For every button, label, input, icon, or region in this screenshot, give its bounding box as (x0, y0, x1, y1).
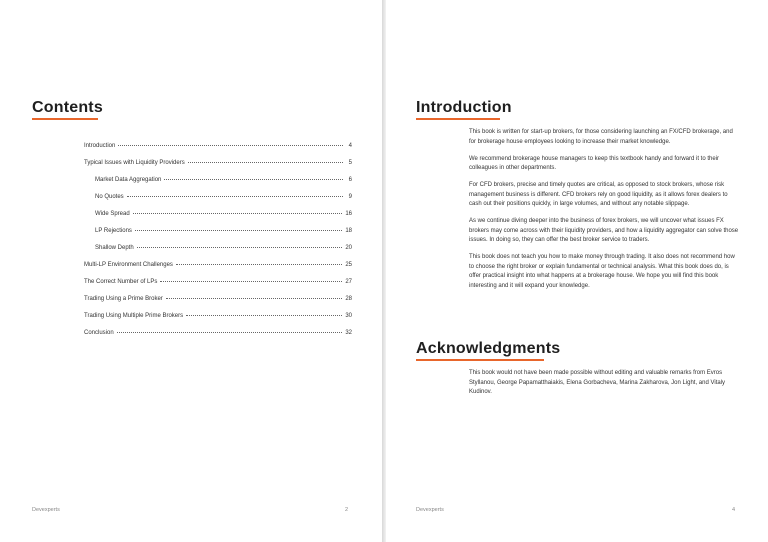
table-of-contents (84, 142, 352, 346)
toc-leader-dots (127, 192, 343, 197)
toc-leader-dots (188, 158, 343, 163)
toc-item-label: Trading Using a Prime Broker (84, 296, 163, 302)
left-page (0, 0, 382, 542)
toc-item-label: Introduction (84, 143, 116, 149)
toc-item-page: 5 (348, 160, 352, 166)
acknowledgments-underline (416, 359, 544, 361)
introduction-paragraph: This book does not teach you how to make money through trading. It also does not recommend how to choose the right broker or explain fundamental or technical analysis. What this book does do, is offer practical insight into what happens at a brokerage house. We hope you will find this book interesting and it will expand your knowledge. (469, 254, 735, 289)
toc-item[interactable] (84, 261, 352, 278)
toc-item-label: Conclusion (84, 330, 114, 336)
toc-item[interactable] (84, 227, 352, 244)
toc-item-page: 32 (345, 330, 352, 336)
toc-item-label: Wide Spread (95, 211, 130, 217)
toc-item[interactable] (84, 159, 352, 176)
toc-item-label: No Quotes (95, 194, 124, 200)
toc-item[interactable] (84, 193, 352, 210)
page-number-left: 2 (345, 507, 349, 513)
acknowledgments-body (469, 369, 741, 405)
toc-item-page: 18 (345, 228, 352, 234)
toc-item[interactable] (84, 329, 352, 346)
toc-item-page: 16 (345, 211, 352, 217)
toc-item[interactable] (84, 210, 352, 227)
acknowledgments-paragraph: This book would not have been made possible without editing and valuable remarks from Evros Styllanou, George Papamatthaiakis, Elena Gorbacheva, Marina Zakharova, Jon Light, and Vitaly Kudinov. (469, 370, 726, 395)
toc-item-label: Multi-LP Environment Challenges (84, 262, 173, 268)
toc-item-page: 27 (345, 279, 352, 285)
introduction-paragraph: For CFD brokers, precise and timely quotes are critical, as opposed to stock brokers, whose risk management business is different. CFD brokers rely on good liquidity, as it allows forex dealers to cash out their positions quickly, in large volumes, and without any notable slippage. (469, 182, 728, 207)
introduction-paragraph: We recommend brokerage house managers to keep this textbook handy and forward it to their colleagues in other departments. (469, 155, 720, 171)
introduction-paragraph: This book is written for start-up brokers, for those considering launching an FX/CFD brokerage, and for brokerage house employees looking to increase their market knowledge. (469, 129, 733, 145)
toc-leader-dots (176, 260, 342, 265)
toc-item-page: 9 (348, 194, 352, 200)
toc-item-label: Trading Using Multiple Prime Brokers (84, 313, 184, 319)
toc-item[interactable] (84, 142, 352, 159)
footer-brand-left: Devexperts (32, 507, 60, 513)
toc-item-page: 28 (345, 296, 352, 302)
toc-item[interactable] (84, 244, 352, 261)
footer-brand-right: Devexperts (416, 507, 444, 513)
toc-item[interactable] (84, 312, 352, 329)
toc-leader-dots (117, 328, 343, 333)
toc-leader-dots (137, 243, 343, 248)
toc-item-label: LP Rejections (95, 228, 132, 234)
toc-item[interactable] (84, 295, 352, 312)
contents-heading: Contents (32, 99, 103, 116)
introduction-underline (416, 118, 500, 120)
toc-leader-dots (186, 311, 342, 316)
toc-item-page: 25 (345, 262, 352, 268)
acknowledgments-heading: Acknowledgments (416, 340, 561, 357)
toc-leader-dots (118, 141, 343, 146)
introduction-heading: Introduction (416, 99, 512, 116)
toc-item-label: Shallow Depth (95, 245, 134, 251)
toc-item[interactable] (84, 278, 352, 295)
toc-item-page: 6 (348, 177, 352, 183)
toc-leader-dots (133, 209, 343, 214)
toc-leader-dots (164, 175, 343, 180)
introduction-paragraph: As we continue diving deeper into the business of forex brokers, we will uncover what issues FX brokers may come across with their liquidity providers, and how a liquidity aggregator can solve those issues. In doing so, they can offer the best broker service to traders. (469, 218, 739, 243)
toc-item-label: Typical Issues with Liquidity Providers (84, 160, 185, 166)
toc-item-page: 20 (345, 245, 352, 251)
toc-item-page: 4 (348, 143, 352, 149)
toc-leader-dots (166, 294, 343, 299)
introduction-body (469, 128, 741, 299)
toc-item-label: Market Data Aggregation (95, 177, 162, 183)
toc-item[interactable] (84, 176, 352, 193)
page-number-right: 4 (732, 507, 736, 513)
toc-leader-dots (135, 226, 342, 231)
toc-item-label: The Correct Number of LPs (84, 279, 158, 285)
contents-underline (32, 118, 98, 120)
toc-leader-dots (160, 277, 342, 282)
toc-item-page: 30 (345, 313, 352, 319)
